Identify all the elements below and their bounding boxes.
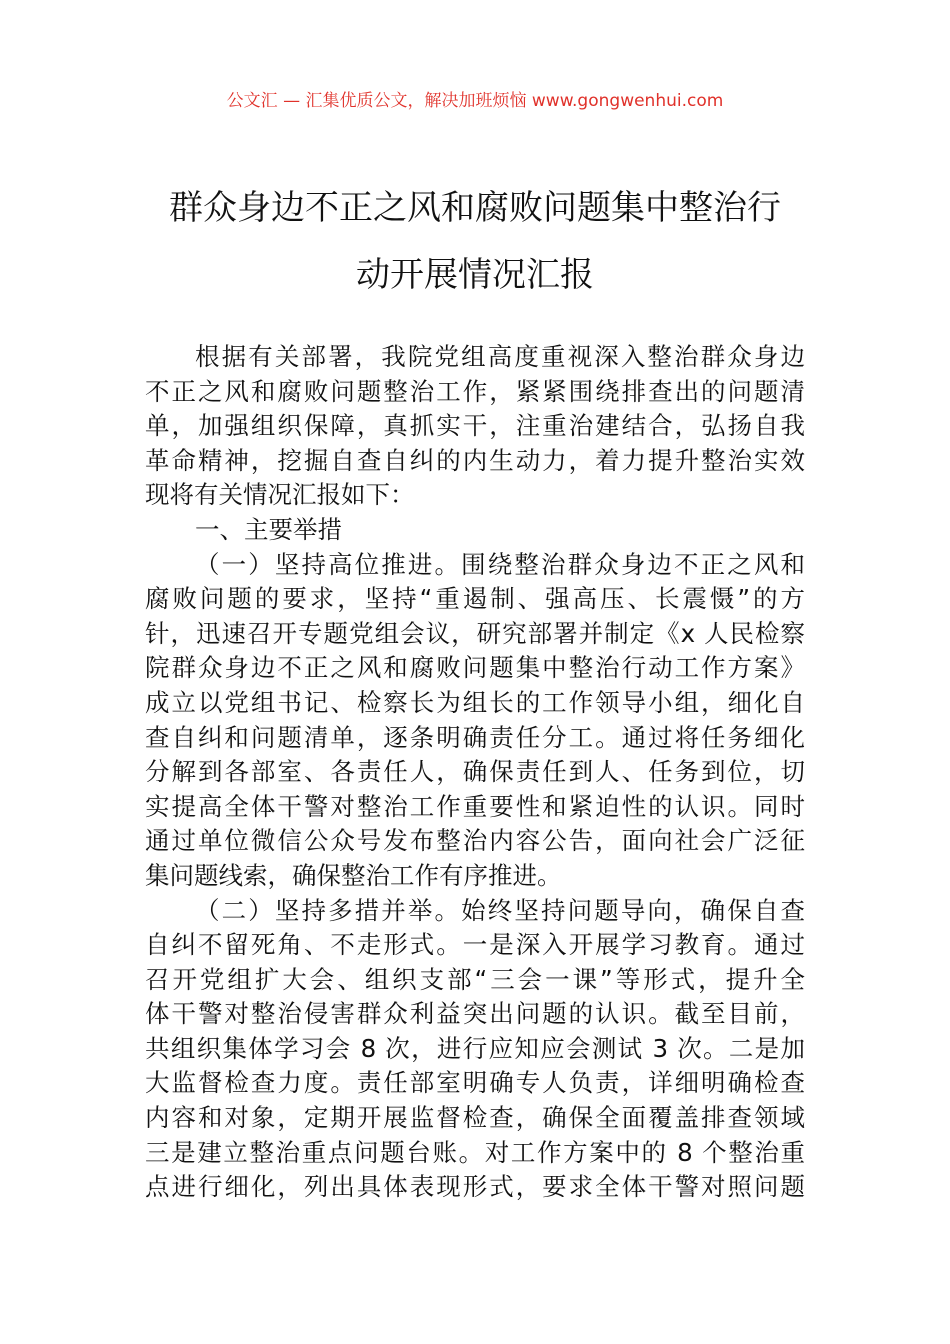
paragraph-line: 召开党组扩大会、组织支部“三会一课”等形式，提升全 <box>145 964 805 994</box>
paragraph-line: 三是建立整治重点问题台账。对工作方案中的 8 个整治重 <box>145 1137 805 1167</box>
paragraph-line: 成立以党组书记、检察长为组长的工作领导小组，细化自 <box>145 687 805 717</box>
paragraph-line: 大监督检查力度。责任部室明确专人负责，详细明确检查 <box>145 1068 805 1098</box>
paragraph-line: 腐败问题的要求，坚持“重遏制、强高压、长震慑”的方 <box>145 584 805 614</box>
paragraph-line: 一、主要举措 <box>195 514 342 544</box>
paragraph-line: （二）坚持多措并举。始终坚持问题导向，确保自查 <box>195 895 805 925</box>
paragraph-line: 集问题线索，确保整治工作有序推进。 <box>145 860 562 890</box>
paragraph-line: （一）坚持高位推进。围绕整治群众身边不正之风和 <box>195 549 805 579</box>
document-title-line-2: 动开展情况汇报 <box>356 255 594 295</box>
paragraph-line: 现将有关情况汇报如下： <box>145 480 415 510</box>
paragraph-line: 实提高全体干警对整治工作重要性和紧迫性的认识。同时 <box>145 791 805 821</box>
paragraph-line: 根据有关部署，我院党组高度重视深入整治群众身边 <box>195 342 805 371</box>
paragraph-line: 内容和对象，定期开展监督检查，确保全面覆盖排查领域 <box>145 1103 805 1133</box>
document-title-line-1: 群众身边不正之风和腐败问题集中整治行 <box>169 188 781 228</box>
document-body <box>145 340 805 1205</box>
paragraph-line: 不正之风和腐败问题整治工作，紧紧围绕排查出的问题清 <box>145 376 805 406</box>
paragraph-line: 体干警对整治侵害群众利益突出问题的认识。截至目前， <box>145 999 805 1029</box>
paragraph-line: 共组织集体学习会 8 次，进行应知应会测试 3 次。二是加 <box>145 1033 805 1063</box>
paragraph-line: 查自纠和问题清单，逐条明确责任分工。通过将任务细化 <box>145 722 805 752</box>
site-banner: 公文汇 — 汇集优质公文，解决加班烦恼 www.gongwenhui.com <box>226 91 724 111</box>
paragraph-line: 自纠不留死角、不走形式。一是深入开展学习教育。通过 <box>145 930 805 960</box>
paragraph-line: 单，加强组织保障，真抓实干，注重治建结合，弘扬自我 <box>145 411 805 441</box>
paragraph-line: 分解到各部室、各责任人，确保责任到人、任务到位，切 <box>145 757 805 787</box>
paragraph-line: 院群众身边不正之风和腐败问题集中整治行动工作方案》 <box>145 653 805 683</box>
paragraph-line: 针，迅速召开专题党组会议，研究部署并制定《x 人民检察 <box>145 618 805 648</box>
paragraph-line: 通过单位微信公众号发布整治内容公告，面向社会广泛征 <box>145 826 805 856</box>
paragraph-line: 革命精神，挖掘自查自纠的内生动力，着力提升整治实效 <box>145 445 805 475</box>
paragraph-line: 点进行细化，列出具体表现形式，要求全体干警对照问题 <box>145 1172 805 1202</box>
